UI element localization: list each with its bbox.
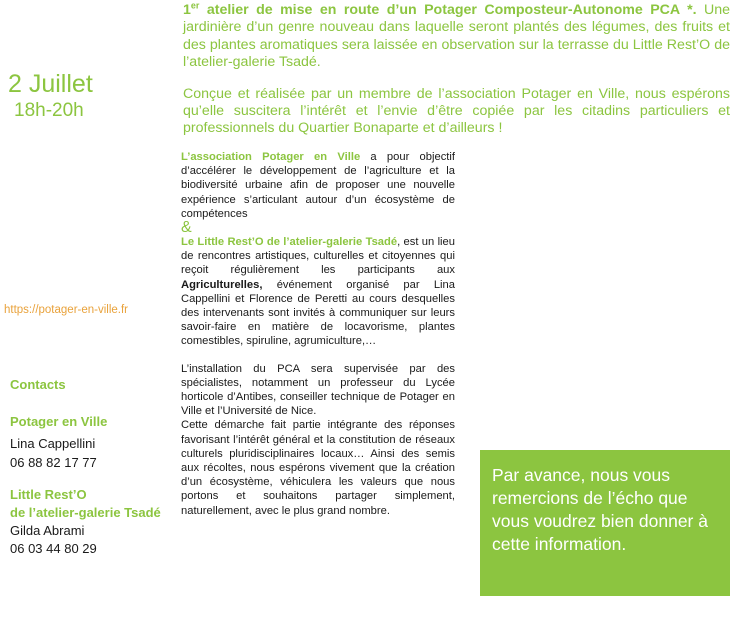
contact-person-1: Lina Cappellini [10, 436, 96, 451]
thanks-box [480, 450, 730, 596]
contacts-heading: Contacts [10, 377, 66, 392]
event-time: 18h-20h [14, 100, 84, 121]
website-link[interactable]: https://potager-en-ville.fr [4, 304, 129, 316]
announcement-intro: Une jardinière d’un genre nouveau dans laquelle seront plantés des légumes, des fruits et des plantes aromatiques sera laissée en observation sur la terrasse du Little Rest’O de l’atelier-galerie Tsadé. [183, 2, 730, 71]
association-label: L’association Potager en Ville [181, 151, 361, 163]
contact-org-restaurant-line2: de l’atelier-galerie Tsadé [10, 505, 161, 520]
announcement-header [183, 2, 730, 138]
event-date: 2 Juillet [8, 70, 93, 98]
thanks-text: Par avance, nous vous remercions de l’écho que vous voudrez bien donner à cette information. [492, 465, 708, 554]
contact-phone-2[interactable]: 06 03 44 80 29 [10, 541, 97, 556]
ampersand: & [181, 219, 192, 237]
contact-phone-1[interactable]: 06 88 82 17 77 [10, 455, 97, 470]
contact-org-potager: Potager en Ville [10, 414, 108, 429]
restaurant-paragraph: Le Little Rest’O de l’atelier-galerie Tsadé, est un lieu de rencontres artistiques, culturelles et citoyennes qui reçoit régulièrement les participants aux Agriculturelles, événement organisé par Lina Cappellini et Florence de Peretti au cours desquelles des intervenants sont invités à communiquer sur leurs savoir-faire en matière de locavorisme, plantes comestibles, spiruline, agrumiculture,… [181, 236, 455, 348]
installation-paragraph: L’installation du PCA sera supervisée par des spécialistes, notamment un professeur du Lycée horticole d’Antibes, conseiller technique de Potager en Ville et l’Université de Nice. [181, 362, 455, 418]
association-paragraph: L’association Potager en Ville a pour objectif d’accélérer le développement de l’agriculture et la biodiversité urbaine afin de proposer une nouvelle expérience s’articulant autour d’un écosystème de compétences [181, 151, 456, 220]
contact-person-2: Gilda Abrami [10, 523, 85, 538]
announcement-paragraph-2: Conçue et réalisée par un membre de l’association Potager en Ville, nous espérons qu’elle suscitera l’intérêt et l’envie d’être copiée par les citadins particuliers et professionnels du Quartier Bonaparte et d’ailleurs ! [183, 85, 730, 137]
contact-org-restaurant: Little Rest’O [10, 487, 87, 502]
body-column [181, 150, 455, 518]
agriculturelles-highlight: Agriculturelles, [181, 278, 263, 291]
announcement-paragraph-1 [183, 2, 730, 72]
announcement-title: 1er atelier de mise en route d’un Potager Composteur-Autonome PCA *. [183, 0, 697, 18]
restaurant-label: Le Little Rest’O de l’atelier-galerie Tsadé [181, 236, 398, 249]
approach-paragraph: Cette démarche fait partie intégrante des réponses favorisant l’intérêt général et la constitution de réseaux culturels pluridisciplinaires locaux… Ainsi des semis aux récoltes, nous espérons vivement que la création d’un écosystème, véhiculera les valeurs que nous portons et souhaitons partager simplement, naturellement, avec le plus grand nombre. [181, 419, 455, 517]
